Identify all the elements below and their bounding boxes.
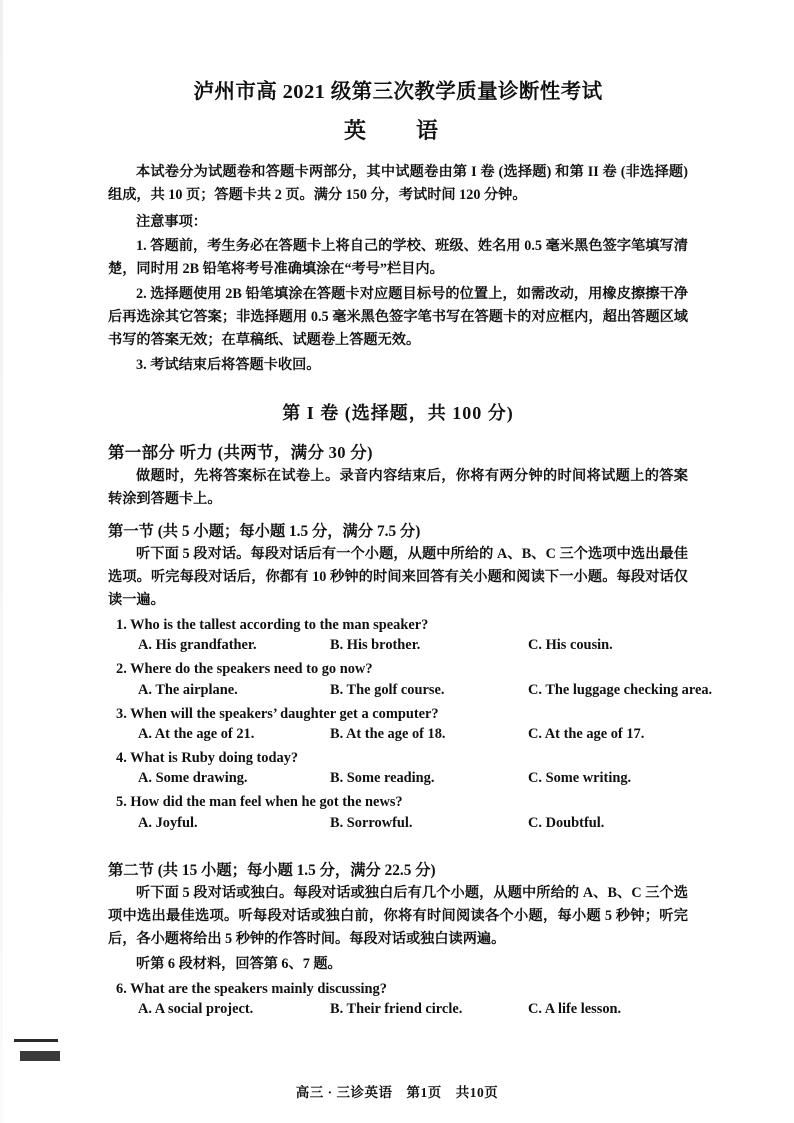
question-4-text: What is Ruby doing today? — [130, 749, 299, 766]
question-5-option-a[interactable]: A. Joyful. — [138, 814, 198, 831]
question-3-option-b[interactable]: B. At the age of 18. — [330, 725, 446, 742]
question-2-options — [108, 681, 713, 702]
question-4-option-c[interactable]: C. Some writing. — [528, 770, 632, 787]
question-2-option-c[interactable]: C. The luggage checking area. — [528, 681, 713, 698]
question-6-option-a[interactable]: A. A social project. — [138, 1000, 254, 1017]
question-3-options — [108, 726, 688, 746]
paper-section-heading: 第 I 卷 (选择题，共 100 分) — [282, 403, 514, 423]
question-1-number: 1. — [116, 617, 127, 633]
scan-marker-icon — [14, 1039, 66, 1065]
question-1-text: Who is the tallest according to the man speaker? — [130, 617, 429, 633]
question-5-option-b[interactable]: B. Sorrowful. — [330, 814, 413, 831]
subject-title: 英 语 — [343, 118, 452, 143]
question-4-number: 4. — [116, 749, 127, 766]
section-two-material-note: 听第 6 段材料，回答第 6、7 题。 — [136, 955, 342, 972]
question-6-options — [108, 1001, 688, 1021]
question-5-number: 5. — [116, 794, 127, 811]
question-2-option-a[interactable]: A. The airplane. — [138, 681, 238, 698]
question-2-number: 2. — [116, 661, 127, 678]
question-6-number: 6. — [116, 980, 127, 997]
section-two-instruction: 听下面 5 段对话或独白。每段对话或独白后有几个小题，从题中所给的 A、B、C 三个选项中选出最佳选项。听每段对话或独白前，你将有时间阅读各个小题，每小题 5 秒钟；听完后，各小题将给出 5 秒钟的作答时间。每段对话或独白读两遍。 — [108, 884, 688, 947]
scan-marker-bar-top — [14, 1039, 58, 1042]
question-2-option-b[interactable]: B. The golf course. — [330, 681, 445, 698]
page-edge-shadow — [0, 0, 3, 1123]
section-one-heading: 第一节 (共 5 小题；每小题 1.5 分，满分 7.5 分) — [108, 523, 421, 540]
question-3-option-c[interactable]: C. At the age of 17. — [528, 725, 645, 742]
question-2-text: Where do the speakers need to go now? — [130, 661, 373, 678]
footer-total: 共10页 — [455, 1085, 499, 1100]
scan-marker-bar-bottom — [20, 1051, 60, 1061]
question-4-options — [108, 770, 688, 790]
section-gap — [108, 836, 688, 850]
section-two-heading: 第二节 (共 15 小题；每小题 1.5 分，满分 22.5 分) — [108, 861, 436, 879]
intro-paragraph: 本试卷分为试题卷和答题卡两部分，其中试题卷由第 I 卷 (选择题) 和第 II 卷 (非选择题) 组成，共 10 页；答题卡共 2 页。满分 150 分，考试时间 120 分钟。 — [108, 164, 688, 203]
section-one-instruction: 听下面 5 段对话。每段对话后有一个小题，从题中所给的 A、B、C 三个选项中选出最佳选项。听完每段对话后，你都有 10 秒钟的时间来回答有关小题和阅读下一小题。每段对话仅读一遍。 — [108, 546, 688, 608]
notice-item-1: 1. 答题前，考生务必在答题卡上将自己的学校、班级、姓名用 0.5 毫米黑色签字笔填写清楚，同时用 2B 铅笔将考号准确填涂在“考号”栏目内。 — [108, 238, 688, 277]
question-5-text: How did the man feel when he got the news? — [130, 794, 403, 811]
question-1 — [108, 614, 688, 637]
footer-page: 第1页 — [406, 1085, 442, 1100]
page-title: 泸州市高 2021 级第三次教学质量诊断性考试 — [193, 81, 603, 103]
question-1-options — [108, 637, 688, 657]
question-6-option-b[interactable]: B. Their friend circle. — [330, 1000, 463, 1017]
page-content — [108, 74, 713, 1022]
question-4-option-a[interactable]: A. Some drawing. — [138, 770, 248, 787]
question-1-option-c[interactable]: C. His cousin. — [528, 637, 613, 654]
question-4-option-b[interactable]: B. Some reading. — [330, 770, 435, 787]
question-3-text: When will the speakers’ daughter get a computer? — [130, 705, 439, 722]
question-2 — [108, 658, 688, 681]
question-1-option-a[interactable]: A. His grandfather. — [138, 637, 257, 654]
question-3-number: 3. — [116, 705, 127, 722]
notice-item-3: 3. 考试结束后将答题卡收回。 — [136, 357, 321, 373]
question-1-option-b[interactable]: B. His brother. — [330, 637, 421, 654]
question-6-text: What are the speakers mainly discussing? — [130, 980, 387, 997]
footer-label: 高三 · 三诊英语 — [295, 1085, 393, 1100]
question-4 — [108, 747, 688, 770]
notice-heading: 注意事项： — [136, 214, 207, 230]
question-5 — [108, 791, 688, 814]
part-one-instruction: 做题时，先将答案标在试卷上。录音内容结束后，你将有两分钟的时间将试题上的答案转涂到答题卡上。 — [108, 468, 688, 507]
part-one-heading: 第一部分 听力 (共两节，满分 30 分) — [108, 443, 373, 462]
question-3 — [108, 703, 688, 726]
question-6 — [108, 978, 688, 1001]
notice-item-2: 2. 选择题使用 2B 铅笔填涂在答题卡对应题目标号的位置上，如需改动，用橡皮擦擦干净后再选涂其它答案；非选择题用 0.5 毫米黑色签字笔书写在答题卡的对应框内，超出答题区域书写的答案无效；在草稿纸、试题卷上答题无效。 — [108, 286, 688, 348]
question-6-option-c[interactable]: C. A life lesson. — [528, 1000, 622, 1017]
question-5-option-c[interactable]: C. Doubtful. — [528, 814, 605, 831]
question-5-options — [108, 815, 688, 835]
page-footer — [0, 1081, 794, 1101]
question-3-option-a[interactable]: A. At the age of 21. — [138, 725, 255, 742]
